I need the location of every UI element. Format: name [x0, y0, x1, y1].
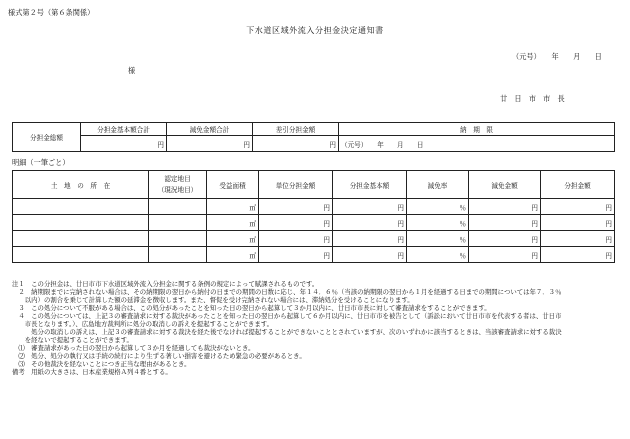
note-line: 処分の取消しの訴えは、上記３の審査請求に対する裁決を経た後でなければ提起することができないこととされていますが、次のいずれかに該当するときは、当該審査請求に対する裁決 — [12, 328, 562, 336]
summary-header-reduction-total: 減免金額合計 — [167, 123, 253, 136]
table-row — [13, 247, 615, 263]
summary-table — [12, 122, 615, 152]
detail-header-land-category: 認定地目 （現況地目） — [149, 171, 207, 199]
note-line: ２ 納期限までに完納されない場合は、その納期限の翌日から納付の日までの期間の日数に応じ、年１４．６％（当該の納期限の翌日から１月を経過する日までの期間については年７．３％ — [12, 288, 562, 296]
reduction-amount-unit: 円 — [469, 199, 541, 215]
summary-reduction-total-value: 円 — [167, 136, 253, 152]
summary-net-amount-value: 円 — [253, 136, 339, 152]
note-line: ⑵ 処分、処分の執行又は手続の続行により生ずる著しい損害を避けるため緊急の必要があるとき。 — [12, 352, 306, 360]
detail-header-charge-amount: 分担金額 — [541, 171, 615, 199]
reduction-rate-unit: ％ — [407, 231, 469, 247]
reduction-amount-unit: 円 — [469, 231, 541, 247]
note-line: ⑶ その他裁決を経ないことにつき正当な理由があるとき。 — [12, 360, 191, 368]
note-line: 市長となります。）、広島地方裁判所に処分の取消しの訴えを提起することができます。 — [12, 320, 273, 328]
reduction-rate-unit: ％ — [407, 215, 469, 231]
note-line: ⑴ 審査請求があった日の翌日から起算して３か月を経過しても裁決がないとき。 — [12, 344, 255, 352]
detail-header-base-amount: 分担金基本額 — [333, 171, 407, 199]
detail-caption: 明細（一筆ごと） — [12, 158, 70, 167]
base-amount-unit: 円 — [333, 247, 407, 263]
unit-amount-unit: 円 — [259, 247, 333, 263]
base-amount-unit: 円 — [333, 231, 407, 247]
base-amount-unit: 円 — [333, 215, 407, 231]
reduction-rate-unit: ％ — [407, 247, 469, 263]
note-line: ３ この処分について不服がある場合は、この処分があったことを知った日の翌日から起算して３か月以内に、廿日市市長に対して審査請求をすることができます。 — [12, 304, 491, 312]
summary-deadline-value: （元号） 年 月 日 — [339, 136, 615, 152]
area-unit: ㎡ — [207, 215, 259, 231]
table-row — [13, 199, 615, 215]
charge-amount-unit: 円 — [541, 247, 615, 263]
remarks-line: 備考 用紙の大きさは、日本産業規格Ａ列４番とする。 — [12, 368, 172, 376]
charge-amount-unit: 円 — [541, 215, 615, 231]
area-unit: ㎡ — [207, 247, 259, 263]
area-unit: ㎡ — [207, 199, 259, 215]
note-line: 以内）の割合を乗じて計算した額の延滞金を徴収します。また、督促を受け完納されない場合には、滞納処分を受けることになります。 — [12, 296, 414, 304]
summary-row-label: 分担金総額 — [13, 123, 81, 152]
detail-header-area: 受益面積 — [207, 171, 259, 199]
notes-section — [12, 280, 618, 376]
summary-header-net-amount: 差引分担金額 — [253, 123, 339, 136]
table-row — [13, 215, 615, 231]
addressee-suffix: 様 — [128, 66, 136, 75]
charge-amount-unit: 円 — [541, 231, 615, 247]
reduction-amount-unit: 円 — [469, 247, 541, 263]
summary-header-base-total: 分担金基本額合計 — [81, 123, 167, 136]
summary-base-total-value: 円 — [81, 136, 167, 152]
charge-amount-unit: 円 — [541, 199, 615, 215]
unit-amount-unit: 円 — [259, 215, 333, 231]
detail-header-reduction-rate: 減免率 — [407, 171, 469, 199]
detail-table — [12, 170, 615, 263]
detail-header-reduction-amount: 減免金額 — [469, 171, 541, 199]
note-line: ４ この処分については、上記３の審査請求に対する裁決があったことを知った日の翌日から起算して６か月以内に、廿日市市を被告として（訴訟において廿日市市を代表する者は、廿日市 — [12, 312, 562, 320]
detail-header-unit-amount: 単位分担金額 — [259, 171, 333, 199]
sender-name: 廿 日 市 市 長 — [500, 94, 565, 103]
note-line: を経ないで提起することができます。 — [12, 336, 133, 344]
document-title: 下水道区域外流入分担金決定通知書 — [246, 26, 384, 35]
unit-amount-unit: 円 — [259, 199, 333, 215]
note-line: 注１ この分担金は、廿日市市下水道区域外流入分担金に関する条例の規定によって賦課されるものです。 — [12, 280, 319, 288]
area-unit: ㎡ — [207, 231, 259, 247]
detail-header-location: 土 地 の 所 在 — [13, 171, 149, 199]
issue-date: （元号） 年 月 日 — [512, 52, 602, 61]
base-amount-unit: 円 — [333, 199, 407, 215]
summary-header-deadline: 納 期 限 — [339, 123, 615, 136]
reduction-amount-unit: 円 — [469, 215, 541, 231]
table-row — [13, 231, 615, 247]
reduction-rate-unit: ％ — [407, 199, 469, 215]
unit-amount-unit: 円 — [259, 231, 333, 247]
form-label: 様式第２号（第６条関係） — [8, 8, 95, 17]
